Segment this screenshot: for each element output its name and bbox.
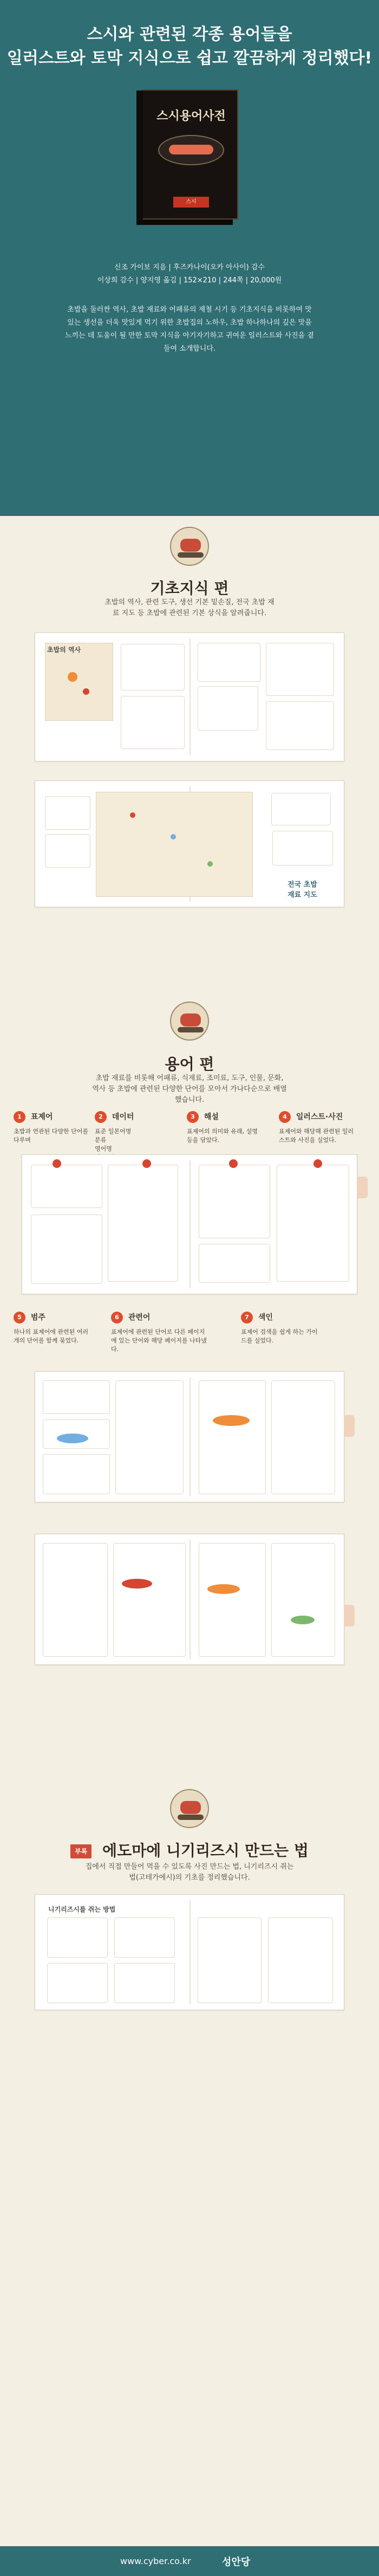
- legend-title: 표제어: [30, 1113, 53, 1121]
- legend-number: 6: [111, 1312, 123, 1323]
- legend-number: 3: [187, 1111, 199, 1123]
- terms-sample-spread: [22, 1154, 357, 1294]
- sushi-topping-icon: [169, 145, 213, 154]
- legend-item: [279, 1111, 355, 1145]
- term-entry-panel: [199, 1380, 266, 1494]
- legend-title: 해설: [204, 1113, 219, 1121]
- legend-number: 2: [95, 1111, 107, 1123]
- legend-number: 7: [241, 1312, 253, 1323]
- japan-map: [96, 792, 253, 897]
- nigiri-method-spread: [35, 1894, 344, 2010]
- legend-text: 표제어에 관련된 단어로 다른 페이지에 있는 단어와 해당 페이지를 나타냈다.: [111, 1328, 207, 1353]
- legend-text: 초밥과 연관된 다양한 단어를 다루며: [14, 1128, 89, 1144]
- legend-title: 데이터: [112, 1113, 134, 1121]
- publisher-logo: 성안당: [222, 2556, 251, 2568]
- basic-section-title: 기초지식 편: [150, 579, 229, 597]
- book-badge: 스시: [173, 197, 209, 208]
- fish-illustration-icon: [57, 1434, 88, 1443]
- book-title: 스시용어사전: [156, 109, 226, 123]
- history-marker-icon: [83, 688, 89, 695]
- appendix-section-title: [0, 1839, 379, 1861]
- map-marker-icon: [171, 834, 176, 840]
- sushi-illustration-icon: [291, 1616, 315, 1624]
- map-marker-icon: [207, 861, 213, 867]
- asia-map-area: [45, 643, 113, 721]
- fish-terms-spread: [35, 1371, 344, 1502]
- term-entry-panel: [113, 1543, 186, 1657]
- term-entry-panel: [43, 1380, 110, 1414]
- history-title: 초밥의 역사: [47, 646, 81, 654]
- legend-item: [14, 1111, 89, 1145]
- term-entry-panel: [277, 1165, 349, 1282]
- history-text-panel: [121, 696, 185, 749]
- terms-section-title: 용어 편: [165, 1055, 214, 1073]
- terms-section: [0, 992, 379, 1775]
- basic-section: [0, 516, 379, 776]
- map-info-panel: [45, 834, 90, 868]
- sushi-map-spread: [35, 780, 344, 907]
- nigiri-method-title: 니기리즈시를 쥐는 방법: [48, 1906, 116, 1913]
- term-entry-panel: [43, 1543, 108, 1657]
- history-illustration-panel: [266, 643, 334, 696]
- terms-section-description: 초밥 재료를 비롯해 어패류, 식재료, 조미료, 도구, 인물, 문화, 역사 등 초밥에 관련된 다양한 단어를 모아서 가나다순으로 배열했습니다.: [92, 1074, 287, 1104]
- footer-bar: [0, 2546, 379, 2576]
- page-seam: [190, 1900, 191, 2004]
- hero-headline: 스시와 관련된 각종 용어들을 일러스트와 토막 지식으로 쉽고 깔끔하게 정리했다!: [6, 25, 373, 68]
- map-info-panel: [272, 831, 333, 866]
- chef-icon: [170, 527, 209, 566]
- callout-number-icon: [229, 1159, 238, 1168]
- appendix-section-description: 집에서 직접 만들어 먹을 수 있도록 사진 만드는 법, 니기리즈시 쥐는 법(고테가에시)의 기초를 정리했습니다.: [85, 1863, 294, 1882]
- sushi-illustration-icon: [122, 1579, 152, 1589]
- sushi-illustration-icon: [207, 1584, 240, 1594]
- term-entry-panel: [199, 1244, 270, 1283]
- publisher-url[interactable]: www.cyber.co.kr: [120, 2556, 191, 2566]
- term-entry-panel: [108, 1165, 178, 1282]
- legend-item: [111, 1312, 208, 1354]
- history-marker-icon: [68, 672, 77, 682]
- callout-number-icon: [53, 1159, 61, 1168]
- legend-item: [187, 1111, 263, 1145]
- sushi-roll-icon: [170, 1002, 209, 1041]
- sushi-platter-icon: [170, 1789, 209, 1828]
- legend-number: 4: [279, 1111, 291, 1123]
- legend-text: 표준 일본어명 분류 영어명: [95, 1128, 132, 1152]
- basic-section-description: 초밥의 역사, 관련 도구, 생선 기본 밑손질, 전국 초밥 재료 지도 등 초밥에 관련된 기본 상식을 알려줍니다.: [104, 598, 275, 617]
- map-caption: 전국 초밥 재료 지도: [287, 881, 317, 899]
- method-step-panel: [47, 1963, 108, 2003]
- page-seam: [190, 1377, 191, 1496]
- legend-item: [241, 1312, 322, 1345]
- legend-title: 일러스트·사진: [296, 1113, 343, 1121]
- term-entry-panel: [271, 1543, 335, 1657]
- legend-text: 표제어의 의미와 유래, 설명 등을 담았다.: [187, 1128, 258, 1144]
- term-entry-panel: [43, 1454, 110, 1494]
- legend-text: 표제어 검색을 쉽게 하는 가이드를 실었다.: [241, 1328, 318, 1344]
- hero-banner: [0, 0, 379, 516]
- index-tab: [344, 1415, 355, 1437]
- map-info-panel: [45, 796, 90, 830]
- map-section: [0, 776, 379, 992]
- book-cover-image: [142, 89, 238, 219]
- map-info-panel: [271, 793, 331, 825]
- term-entry-panel: [31, 1215, 102, 1284]
- book-meta: [0, 261, 379, 287]
- sushi-terms-spread: [35, 1534, 344, 1665]
- method-step-panel: [198, 1918, 262, 2003]
- term-entry-panel: [199, 1165, 270, 1238]
- legend-title: 범주: [30, 1313, 45, 1322]
- appendix-section: [0, 1775, 379, 2546]
- term-entry-panel: [115, 1380, 184, 1494]
- legend-item: [14, 1312, 95, 1345]
- map-marker-icon: [130, 812, 135, 818]
- callout-number-icon: [313, 1159, 322, 1168]
- history-spread: [35, 632, 344, 761]
- legend-title: 색인: [258, 1313, 273, 1322]
- legend-title: 관련어: [128, 1313, 151, 1322]
- legend-text: 표제어와 해당해 관련된 일러스트와 사진을 실었다.: [279, 1128, 354, 1144]
- method-step-panel: [47, 1918, 108, 1958]
- legend-text: 하나의 표제어에 관련된 여러 개의 단어를 함께 묶었다.: [14, 1328, 89, 1344]
- fish-illustration-icon: [213, 1415, 250, 1426]
- page-seam: [190, 1160, 191, 1288]
- history-illustration-panel: [198, 643, 260, 682]
- page-seam: [190, 1540, 191, 1659]
- method-step-panel: [114, 1963, 175, 2003]
- callout-number-icon: [142, 1159, 151, 1168]
- page-seam: [190, 638, 191, 756]
- term-entry-panel: [31, 1165, 102, 1208]
- appendix-title-text: 에도마에 니기리즈시 만드는 법: [102, 1842, 309, 1860]
- history-illustration-panel: [266, 701, 334, 750]
- method-step-panel: [114, 1918, 175, 1958]
- legend-number: 1: [14, 1111, 25, 1123]
- legend-number: 5: [14, 1312, 25, 1323]
- book-meta-line-2: 이상희 감수 | 양지영 옮김 | 152×210 | 244쪽 | 20,000원: [97, 276, 282, 285]
- index-tab: [344, 1605, 355, 1626]
- term-entry-panel: [271, 1380, 335, 1494]
- appendix-tag: 부록: [70, 1844, 92, 1858]
- index-tab: [357, 1177, 368, 1198]
- history-illustration-panel: [198, 686, 258, 731]
- book-meta-line-1: 신조 가이보 지음 | 후즈카나이(오카 아사이) 감수: [114, 263, 265, 272]
- book-description: 초밥을 둘러싼 역사, 초밥 재료와 어패류의 제철 시기 등 기초지식을 비롯하여 맛있는 생선을 더욱 맛있게 먹기 위한 초밥집의 노하우, 초밥 하나하나의 깊은 맛을 느끼는 데 도움이 될 만한 토막 지식을 아기자기하고 귀여운 일러스트와 사진을 곁들여 소개합니다.: [65, 306, 314, 353]
- book-spine: [136, 91, 143, 221]
- history-text-panel: [121, 644, 185, 690]
- term-entry-panel: [199, 1543, 266, 1657]
- method-step-panel: [268, 1918, 333, 2003]
